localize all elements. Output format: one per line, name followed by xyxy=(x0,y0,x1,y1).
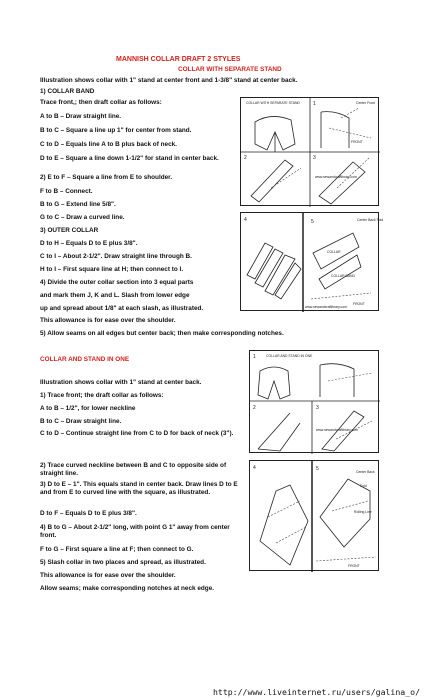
collar-piece xyxy=(265,255,295,295)
instruction-line: Trace front,; then draft collar as follows: xyxy=(40,99,162,106)
step-number: 3 xyxy=(316,405,319,411)
collar-piece xyxy=(275,263,301,299)
watermark: www.sewandcraftlbrary.com xyxy=(315,175,357,179)
watermark: www.sewandcraftlbrary.com xyxy=(305,305,347,309)
collar-label: COLLAR xyxy=(327,250,341,254)
instruction-line: B to C – Square a line up 1" for center from stand. xyxy=(40,127,192,134)
step-number: 2 xyxy=(244,155,247,161)
collar-curve-draft xyxy=(258,413,300,451)
instruction-line: 5) Slash collar in two places and spread, as illustrated. xyxy=(40,559,206,566)
instruction-line: C to I – About 2-1/2". Draw straight line through B. xyxy=(40,253,192,260)
instruction-line: 3) D to E – 1". This equals stand in center back. Draw lines D to E and from E to curved line with the square, as illustrated. xyxy=(40,481,238,496)
step-outer-collar: 3) OUTER COLLAR xyxy=(40,227,99,234)
fold-label: Fold xyxy=(360,484,367,488)
section-subtitle: COLLAR WITH SEPARATE STAND xyxy=(178,66,282,73)
front-label: FRONT xyxy=(351,140,363,144)
instruction-line: 4) B to G – About 2-1/2" long, with point G 1" away from center front. xyxy=(40,524,230,539)
figure-caption: COLLAR WITH SEPARATE STAND xyxy=(246,101,300,105)
front-label: FRONT xyxy=(348,564,360,568)
watermark: www.sewandcraftlbrary.com xyxy=(316,428,358,432)
step-collar-band: 1) COLLAR BAND xyxy=(40,88,95,95)
source-url: http://www.liveinternet.ru/users/galina_o/ xyxy=(212,687,420,697)
center-front-label: Center Front xyxy=(356,101,376,105)
figure-collar-separate-stand-steps-4-5 xyxy=(240,212,384,311)
instruction-line: 5) Allow seams on all edges but center back; then make corresponding notches. xyxy=(40,330,284,337)
instruction-line: and mark them J, K and L. Slash from lower edge xyxy=(40,292,190,299)
section2-intro: Illustration shows collar with 1" stand at center back. xyxy=(40,379,202,386)
center-back-fold-label: Center Back Fold xyxy=(357,218,384,222)
instruction-line: D to H – Equals D to E plus 3/8". xyxy=(40,240,138,247)
collar-band-draft xyxy=(251,160,293,202)
instruction-line: 2) E to F – Square a line from E to shoulder. xyxy=(40,174,173,181)
collar-stand-draft xyxy=(260,485,308,565)
instruction-line: H to I – First square line at H; then connect to I. xyxy=(40,266,184,273)
front-draft-lines xyxy=(321,112,349,148)
figure-collar-separate-stand-steps-1-3 xyxy=(240,97,379,206)
collar-band-label: COLLAR BAND xyxy=(331,274,355,278)
center-back-label: Center Back xyxy=(356,470,375,474)
step-number: 4 xyxy=(253,465,256,471)
step-number: 1 xyxy=(313,101,316,107)
rolling-line-label: Rolling Line xyxy=(354,510,372,514)
instruction-line: Allow seams; make corresponding notches at neck edge. xyxy=(40,585,215,592)
instruction-line: 2) Trace curved neckline between B and C to opposite side of straight line. xyxy=(40,462,227,477)
step-number: 5 xyxy=(311,219,314,225)
instruction-line: This allowance is for ease over the shoulder. xyxy=(40,572,176,579)
instruction-line: This allowance is for ease over the shoulder. xyxy=(40,317,176,324)
step-number: 1 xyxy=(253,354,256,360)
instruction-line: A to B – Draw straight line. xyxy=(40,113,122,120)
instruction-line: A to B – 1/2", for lower neckline xyxy=(40,405,136,412)
collar-band-pattern xyxy=(319,255,361,289)
step-number: 2 xyxy=(253,405,256,411)
instruction-line: D to E – Square a line down 1-1/2" for stand in center back. xyxy=(40,155,219,162)
step-number: 3 xyxy=(313,155,316,161)
instruction-line: B to G – Extend line 5/8". xyxy=(40,201,116,208)
shirt-collar-sketch xyxy=(258,367,290,399)
instruction-line: F to G – First square a line at F; then connect to G. xyxy=(40,546,194,553)
instruction-line: F to B – Connect. xyxy=(40,188,93,195)
instruction-line: B to C – Draw straight line. xyxy=(40,418,122,425)
instruction-line: up and spread about 1/8" at each slash, as illustrated. xyxy=(40,305,204,312)
figure-collar-stand-in-one-steps-4-5 xyxy=(249,460,379,571)
section2-heading: COLLAR AND STAND IN ONE xyxy=(40,356,130,363)
front-draft-lines xyxy=(320,364,354,397)
instruction-line: 4) Divide the outer collar section into 3 equal parts xyxy=(40,279,194,286)
instruction-line: D to F – Equals D to E plus 3/8". xyxy=(40,510,137,517)
section1-intro: Illustration shows collar with 1" stand at center front and 1-3/8" stand at center back. xyxy=(40,77,298,84)
step-number: 5 xyxy=(316,466,319,472)
figure-caption: COLLAR AND STAND IN ONE xyxy=(266,354,313,358)
document-title: MANNISH COLLAR DRAFT 2 STYLES xyxy=(116,56,241,63)
instruction-line: 1) Trace front; the draft collar as follows: xyxy=(40,392,164,399)
figure-collar-stand-in-one-steps-1-3 xyxy=(249,350,379,453)
collar-piece xyxy=(247,243,273,279)
front-label: FRONT xyxy=(353,302,365,306)
instruction-line: C to D – Continue straight line from C to D for back of neck (3"). xyxy=(40,430,234,437)
step-number: 4 xyxy=(244,217,247,223)
instruction-line: C to D – Equals line A to B plus back of neck. xyxy=(40,141,177,148)
instruction-line: G to C – Draw a curved line. xyxy=(40,214,125,221)
